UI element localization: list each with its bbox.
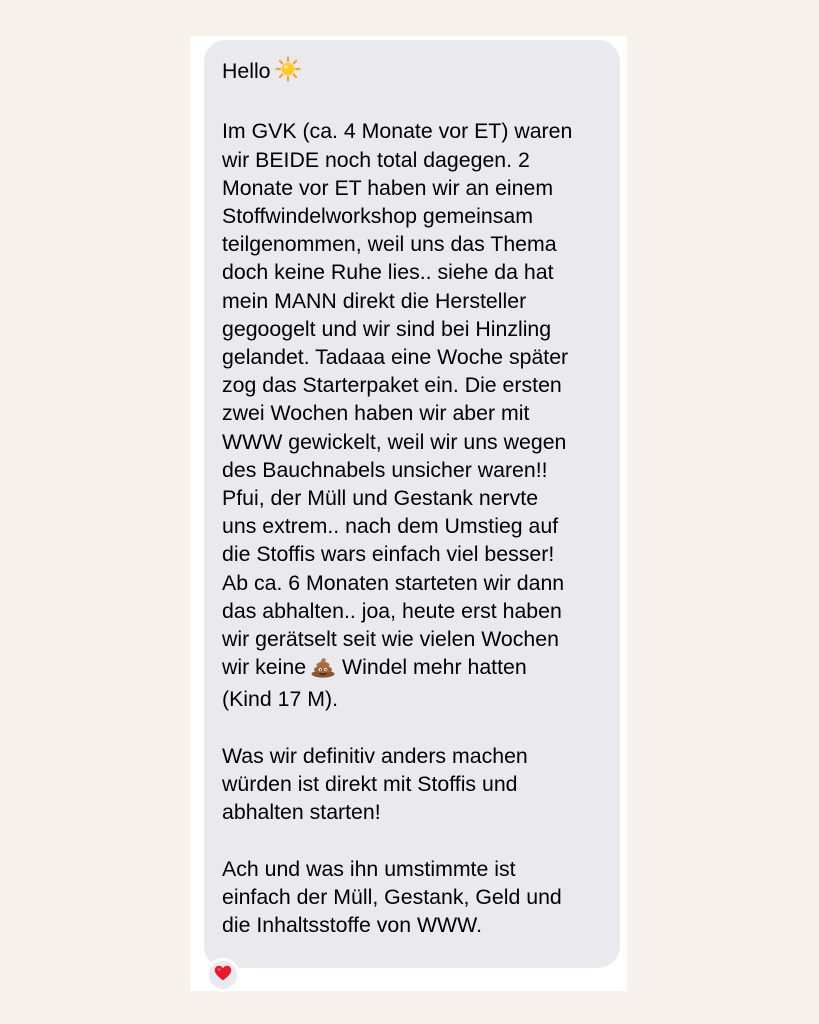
message-line: würden ist direkt mit Stoffis und: [222, 772, 518, 797]
message-paragraph-2: [222, 742, 602, 827]
message-line: zwei Wochen haben wir aber mit: [222, 401, 530, 426]
message-line: einfach der Müll, Gestank, Geld und: [222, 884, 562, 909]
message-line: (Kind 17 M).: [222, 687, 338, 712]
greeting-text: Hello: [222, 59, 271, 83]
message-line: Stoffwindelworkshop gemeinsam: [222, 204, 533, 228]
message-line: abhalten starten!: [222, 800, 381, 825]
chat-screen: [190, 36, 627, 991]
reaction-badge[interactable]: [206, 958, 240, 992]
message-text: wir keine: [222, 655, 307, 680]
message-line: Monate vor ET haben wir an einem: [222, 175, 554, 200]
message-text: Windel mehr hatten: [342, 655, 527, 680]
message-bubble[interactable]: [204, 40, 620, 968]
message-line: wir gerätselt seit wie vielen Wochen: [222, 627, 559, 652]
message-line: Im GVK (ca. 4 Monate vor ET) waren: [222, 119, 573, 144]
greeting-paragraph: [222, 56, 602, 89]
message-line: uns extrem.. nach dem Umstieg auf: [222, 514, 559, 539]
sun-icon: [275, 56, 301, 89]
message-line: Ach und was ihn umstimmte ist: [222, 856, 516, 881]
heart-icon: [214, 965, 232, 986]
message-paragraph-3: [222, 855, 602, 940]
message-line: Ab ca. 6 Monaten starteten wir dann: [222, 570, 565, 595]
message-paragraph-1: [222, 117, 602, 713]
message-line: Was wir definitiv anders machen: [222, 743, 528, 768]
message-line: wir BEIDE noch total dagegen. 2: [222, 147, 530, 172]
poop-icon: [310, 654, 336, 685]
message-line: die Inhaltsstoffe von WWW.: [222, 913, 483, 938]
message-line: gelandet. Tadaaa eine Woche später: [222, 345, 569, 370]
message-line: das abhalten.. joa, heute erst haben: [222, 598, 562, 623]
message-line: zog das Starterpaket ein. Die ersten: [222, 373, 562, 398]
message-line: doch keine Ruhe lies.. siehe da hat: [222, 260, 554, 285]
message-line: teilgenommen, weil uns das Thema: [222, 232, 557, 257]
message-line: Pfui, der Müll und Gestank nervte: [222, 486, 539, 511]
message-line: des Bauchnabels unsicher waren!!: [222, 457, 548, 482]
message-line: mein MANN direkt die Hersteller: [222, 288, 527, 313]
message-line-with-emoji: [222, 653, 602, 685]
message-line: die Stoffis wars einfach viel besser!: [222, 542, 555, 567]
message-line: gegoogelt und wir sind bei Hinzling: [222, 316, 552, 341]
message-line: WWW gewickelt, weil wir uns wegen: [222, 429, 567, 454]
